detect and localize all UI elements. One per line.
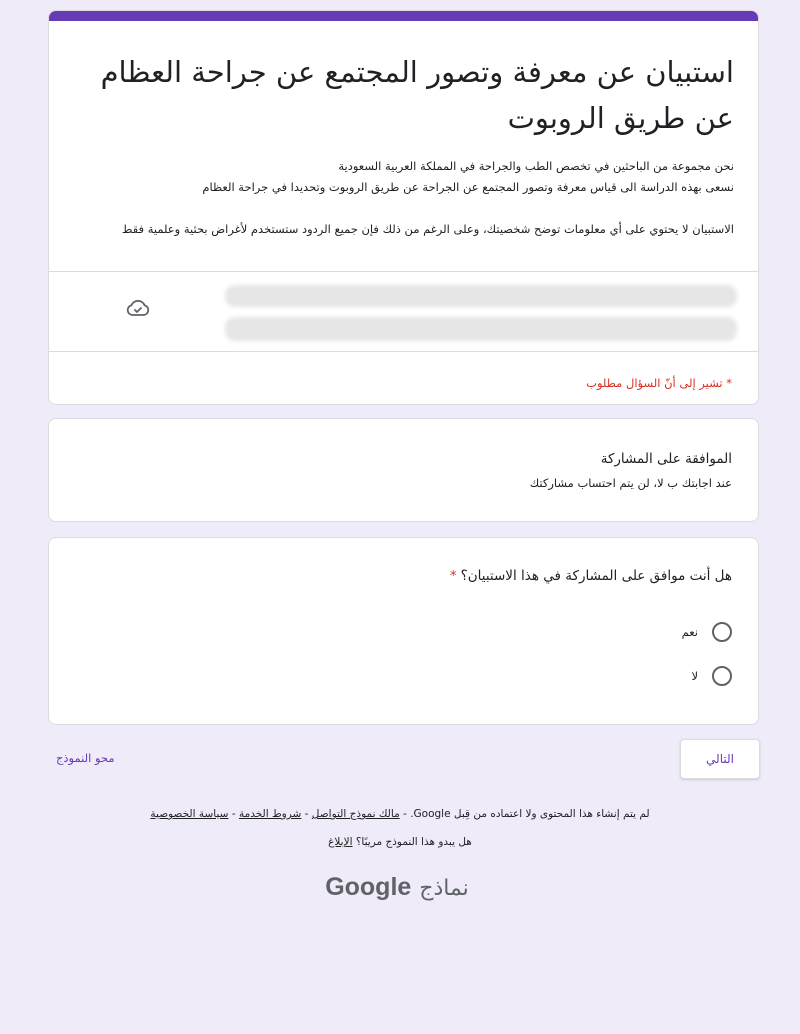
option-label: لا: [691, 669, 698, 683]
header-divider: [49, 351, 758, 352]
header-accent-bar: [49, 11, 758, 21]
report-question: هل يبدو هذا النموذج مريبًا؟: [355, 836, 472, 848]
description-line: نحن مجموعة من الباحثين في تخصص الطب والجراحة في المملكة العربية السعودية: [338, 159, 734, 173]
google-forms-logo[interactable]: [0, 872, 800, 902]
footer-disclaimer: لم يتم إنشاء هذا المحتوى ولا اعتماده من قِبل Google. - مالك نموذج التواصل - شروط الخدمة - سياسة الخصوصية: [150, 808, 650, 820]
redacted-account-info: [225, 317, 737, 341]
radio-button[interactable]: [712, 622, 732, 642]
clear-form-link[interactable]: محو النموذج: [56, 751, 115, 765]
section-title: الموافقة على المشاركة: [600, 451, 732, 467]
cloud-done-icon: [125, 298, 151, 318]
disclaimer-text: لم يتم إنشاء هذا المحتوى ولا اعتماده من قِبل Google.: [410, 808, 650, 820]
section-description: عند اجابتك ب لا، لن يتم احتساب مشاركتك: [529, 476, 732, 490]
required-asterisk: *: [449, 568, 457, 584]
contact-owner-link[interactable]: مالك نموذج التواصل: [311, 808, 400, 820]
redacted-account-info: [225, 285, 737, 307]
question-text: [450, 568, 732, 584]
option-no[interactable]: [691, 666, 732, 686]
form-description: [74, 156, 734, 240]
description-line: الاستبيان لا يحتوي على أي معلومات توضح شخصيتك، وعلى الرغم من ذلك فإن جميع الردود ستستخدم لأغراض بحثية وعلمية فقط: [121, 222, 734, 236]
required-note: * تشير إلى أنّ السؤال مطلوب: [586, 376, 732, 390]
terms-link[interactable]: شروط الخدمة: [238, 808, 302, 820]
option-yes[interactable]: [682, 622, 732, 642]
report-link[interactable]: الإبلاغ: [328, 836, 353, 848]
next-button[interactable]: التالي: [680, 739, 760, 779]
question-card: [48, 537, 759, 725]
form-title: استبيان عن معرفة وتصور المجتمع عن جراحة العظام عن طريق الروبوت: [100, 55, 734, 135]
footer-report: [0, 836, 800, 848]
description-line: نسعى بهذه الدراسة الى قياس معرفة وتصور المجتمع عن الجراحة عن طريق الروبوت وتحديدا في جراحة العظام: [202, 180, 734, 194]
section-card: [48, 418, 759, 522]
header-divider: [49, 271, 758, 272]
question-label: هل أنت موافق على المشاركة في هذا الاستبيان؟: [460, 568, 732, 584]
privacy-link[interactable]: سياسة الخصوصية: [150, 808, 229, 820]
option-label: نعم: [681, 625, 698, 639]
form-header-card: [48, 10, 759, 405]
brand-google: Google: [325, 873, 412, 901]
radio-button[interactable]: [712, 666, 732, 686]
brand-forms: نماذج: [419, 876, 469, 901]
